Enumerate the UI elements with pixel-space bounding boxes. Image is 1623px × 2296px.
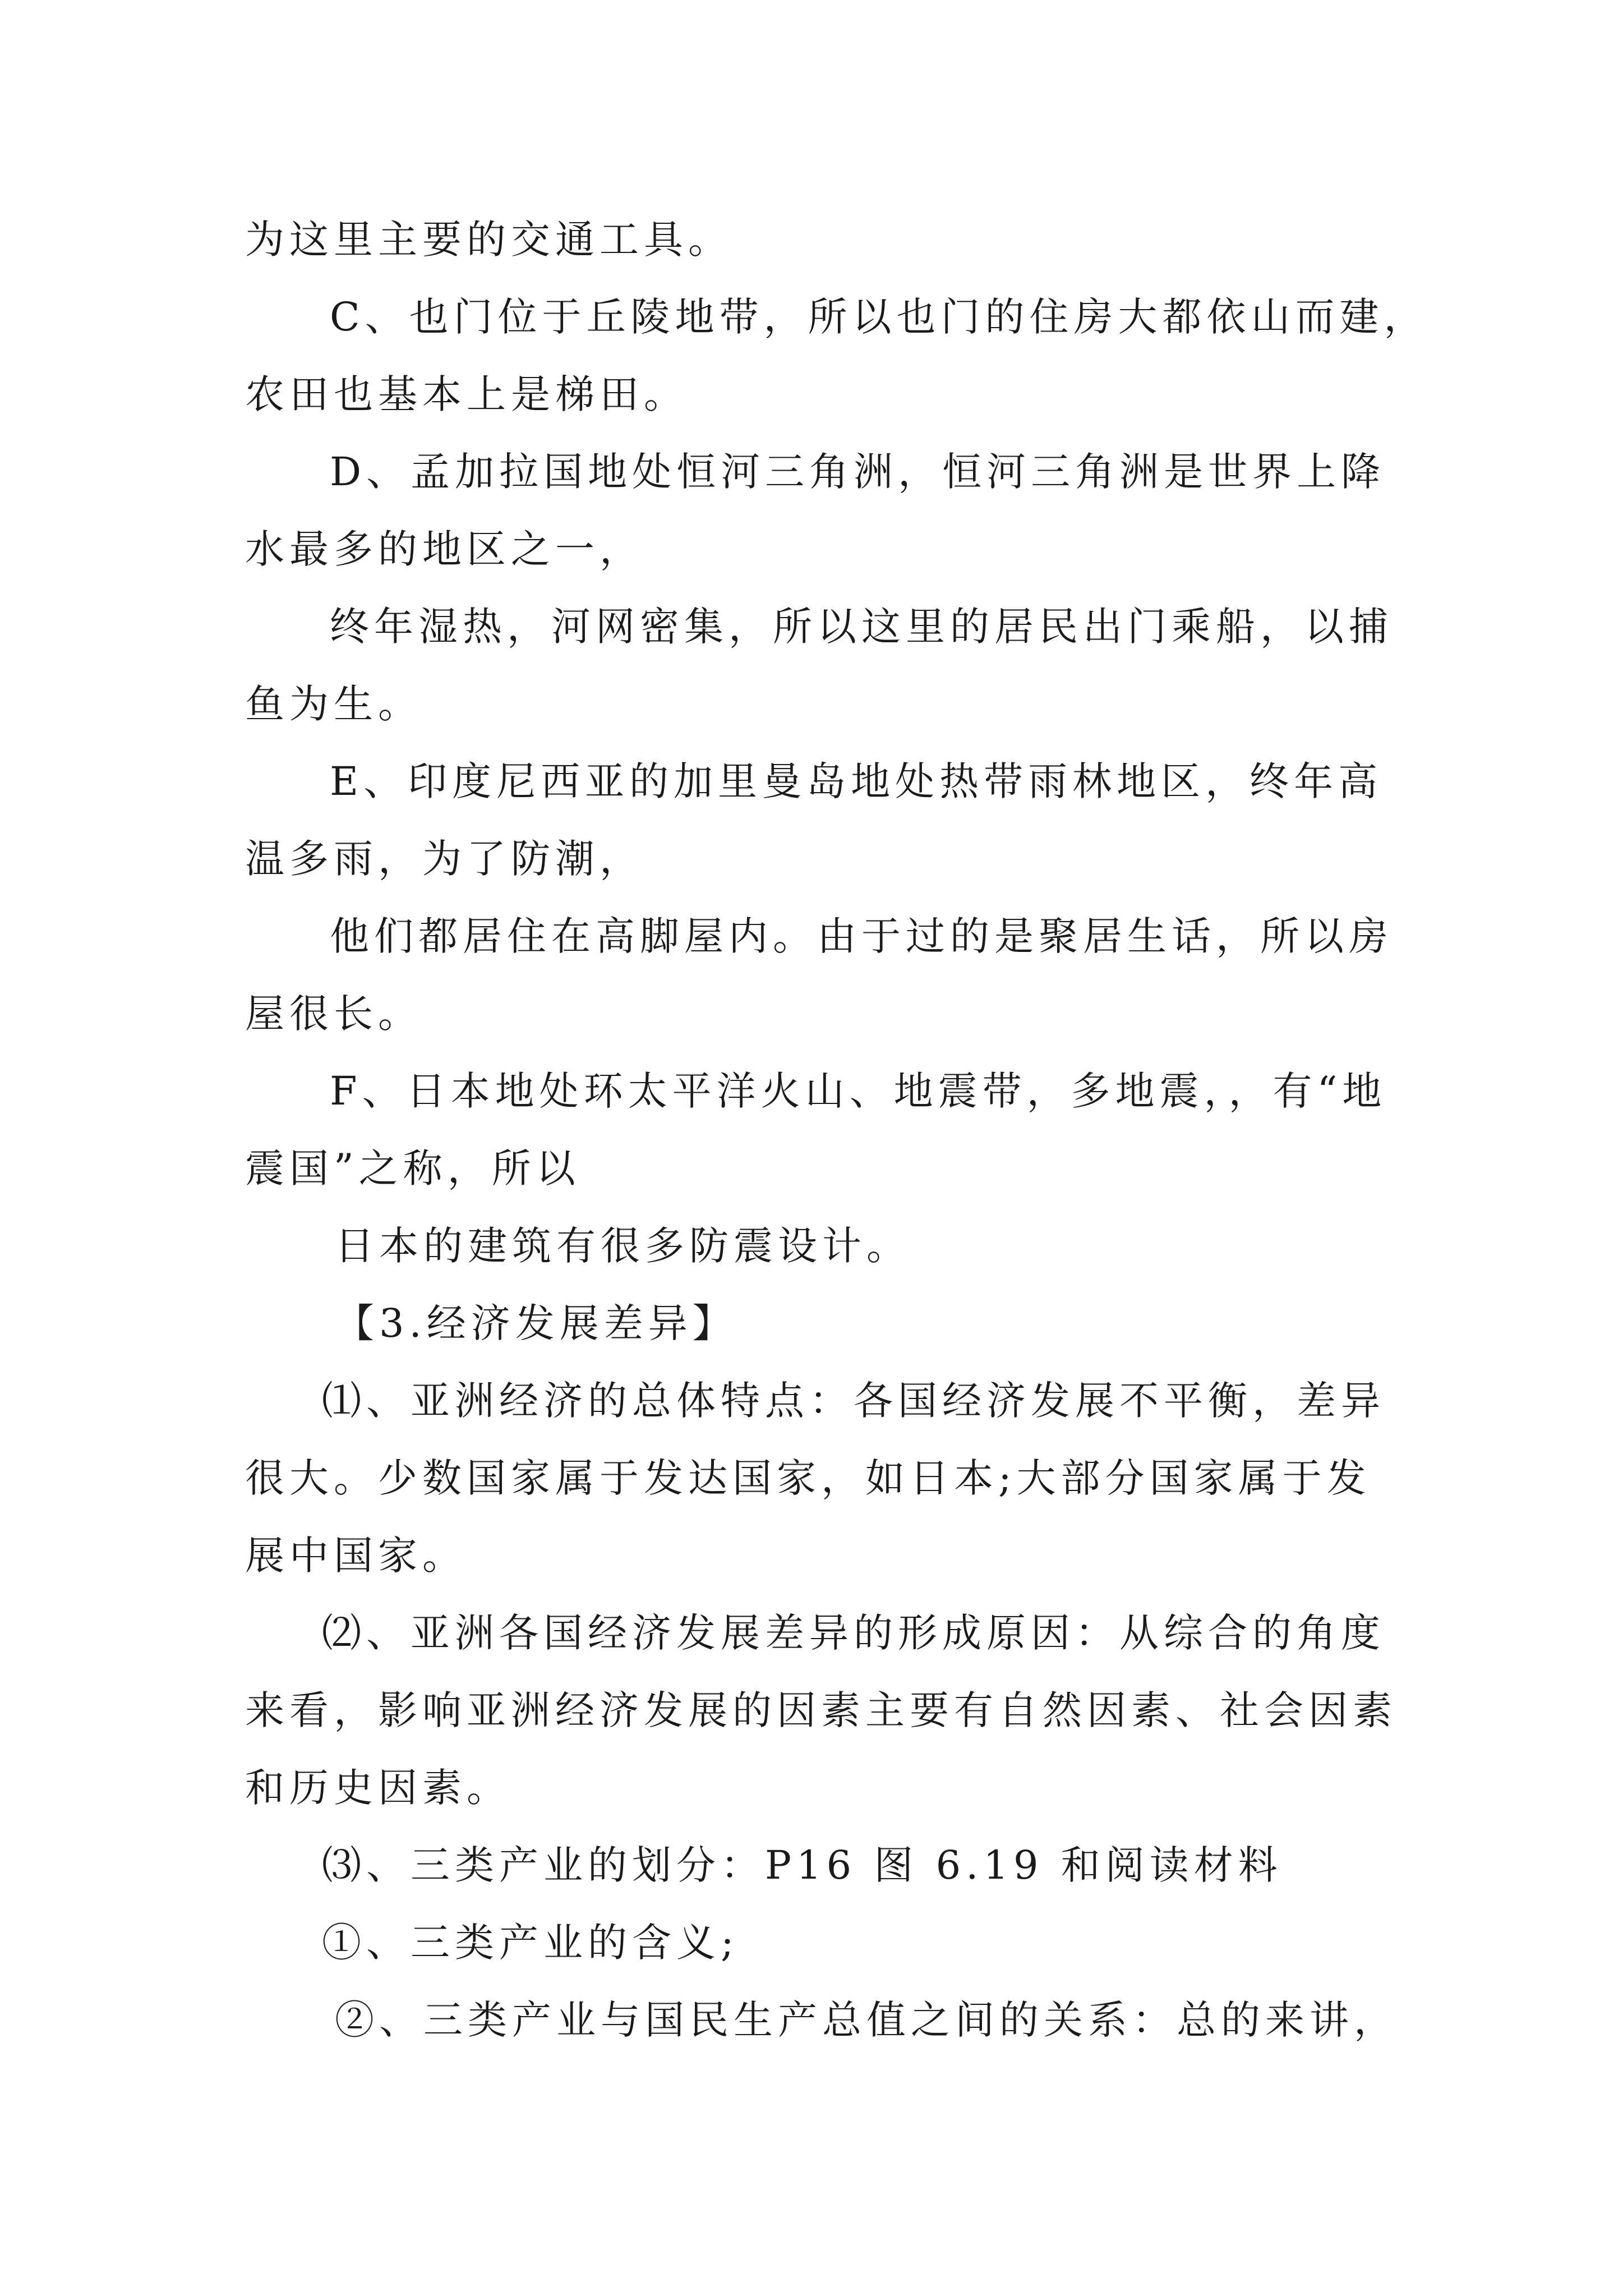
text-line: C、也门位于丘陵地带，所以也门的住房大都依山而建， [330, 294, 1428, 340]
text-line: 温多雨，为了防潮， [245, 836, 644, 882]
text-line: 来看，影响亚洲经济发展的因素主要有自然因素、社会因素 [245, 1687, 1397, 1733]
text-line: E、印度尼西亚的加里曼岛地处热带雨林地区，终年高 [330, 758, 1383, 804]
text-line: ⑵、亚洲各国经济发展差异的形成原因：从综合的角度 [322, 1610, 1385, 1656]
text-line: 鱼为生。 [245, 681, 422, 727]
section-heading: 【3.经济发展差异】 [335, 1300, 737, 1346]
text-line: 展中国家。 [245, 1533, 467, 1579]
text-line: D、孟加拉国地处恒河三角洲，恒河三角洲是世界上降 [330, 449, 1386, 495]
text-line: ⑴、亚洲经济的总体特点：各国经济发展不平衡，差异 [322, 1378, 1385, 1424]
text-line: ①、三类产业的含义; [322, 1920, 739, 1966]
text-line: ⑶、三类产业的划分：P16 图 6.19 和阅读材料 [322, 1842, 1283, 1888]
text-line: 震国”之称，所以 [245, 1145, 580, 1191]
text-line: 他们都居住在高脚屋内。由于过的是聚居生话，所以房 [330, 913, 1393, 959]
text-line: 农田也基本上是梯田。 [245, 371, 688, 417]
text-line: 屋很长。 [245, 991, 422, 1037]
text-line: 终年湿热，河网密集，所以这里的居民出门乘船，以捕 [330, 604, 1393, 650]
text-line: 和历史因素。 [245, 1765, 511, 1811]
text-line: ②、三类产业与国民生产总值之间的关系：总的来讲， [335, 1997, 1398, 2043]
text-line: F、日本地处环太平洋火山、地震带，多地震，，有“地 [330, 1068, 1387, 1114]
text-line: 很大。少数国家属于发达国家，如日本;大部分国家属于发 [245, 1455, 1371, 1501]
text-line: 为这里主要的交通工具。 [245, 217, 732, 263]
text-line: 日本的建筑有很多防震设计。 [335, 1223, 911, 1269]
text-line: 水最多的地区之一， [245, 526, 644, 572]
